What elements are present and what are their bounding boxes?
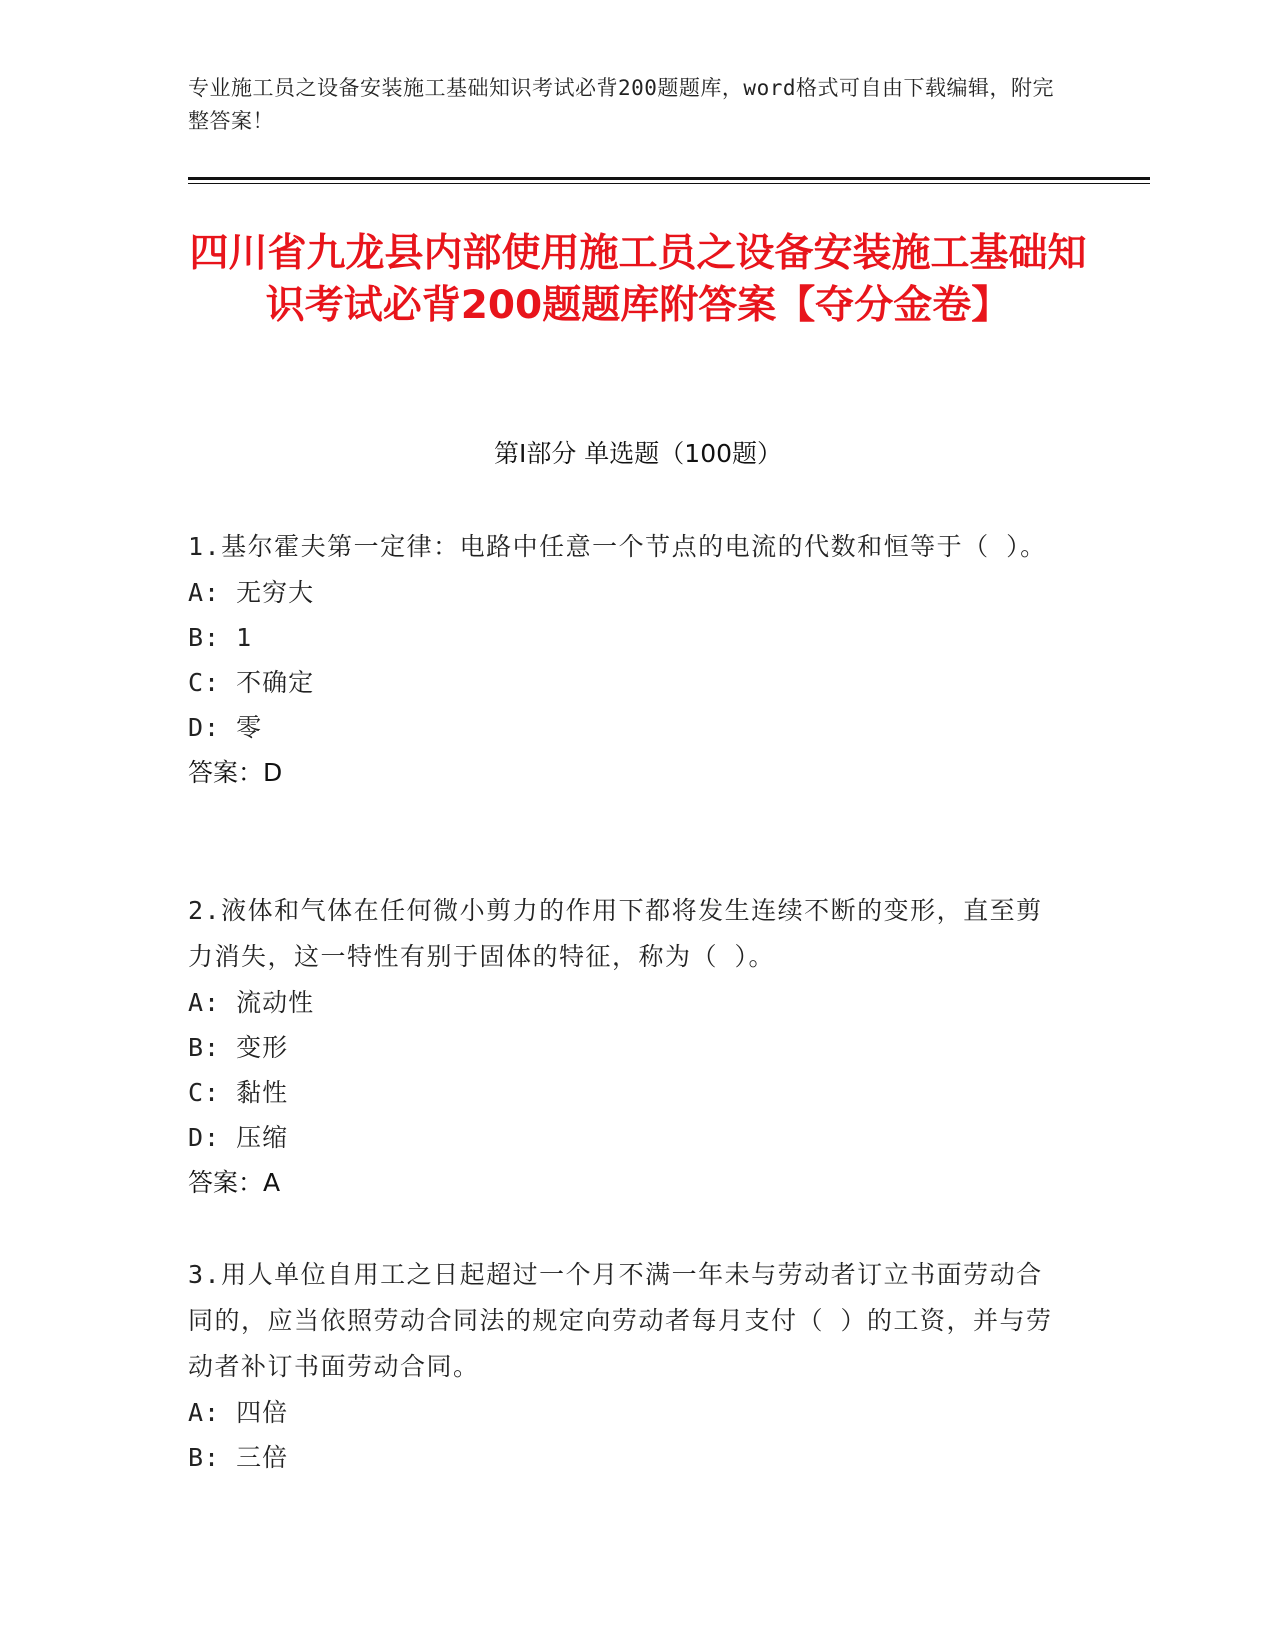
option-b: B: 变形 <box>188 1033 289 1062</box>
header-rule-thin <box>188 183 1150 184</box>
answer-line: 答案：D <box>188 758 283 787</box>
option-b: B: 1 <box>188 623 253 652</box>
section-heading: 第I部分 单选题（100题） <box>493 439 783 468</box>
document-title: 四川省九龙县内部使用施工员之设备安装施工基础知识考试必背200题题库附答案【夺分金卷】 <box>189 231 1087 328</box>
question-stem: 2.液体和气体在任何微小剪力的作用下都将发生连续不断的变形，直至剪力消失，这一特性有别于固体的特征，称为（ ）。 <box>188 896 1043 971</box>
option-d: D: 零 <box>188 713 263 742</box>
question-block <box>188 524 1068 795</box>
option-a: A: 流动性 <box>188 988 315 1017</box>
question-stem: 1.基尔霍夫第一定律：电路中任意一个节点的电流的代数和恒等于（ ）。 <box>188 532 1047 561</box>
option-d: D: 压缩 <box>188 1123 289 1152</box>
option-a: A: 无穷大 <box>188 578 315 607</box>
question-block <box>188 1252 1068 1480</box>
option-b: B: 三倍 <box>188 1443 289 1472</box>
option-c: C: 不确定 <box>188 668 315 697</box>
question-block <box>188 888 1068 1205</box>
question-stem: 3.用人单位自用工之日起超过一个月不满一年未与劳动者订立书面劳动合同的，应当依照劳动合同法的规定向劳动者每月支付（ ）的工资，并与劳动者补订书面劳动合同。 <box>188 1260 1053 1381</box>
header-rule-thick <box>188 177 1150 180</box>
option-c: C: 黏性 <box>188 1078 289 1107</box>
header-note: 专业施工员之设备安装施工基础知识考试必背200题题库，word格式可自由下载编辑，附完整答案！ <box>188 76 1054 133</box>
option-a: A: 四倍 <box>188 1398 289 1427</box>
answer-line: 答案：A <box>188 1168 281 1197</box>
